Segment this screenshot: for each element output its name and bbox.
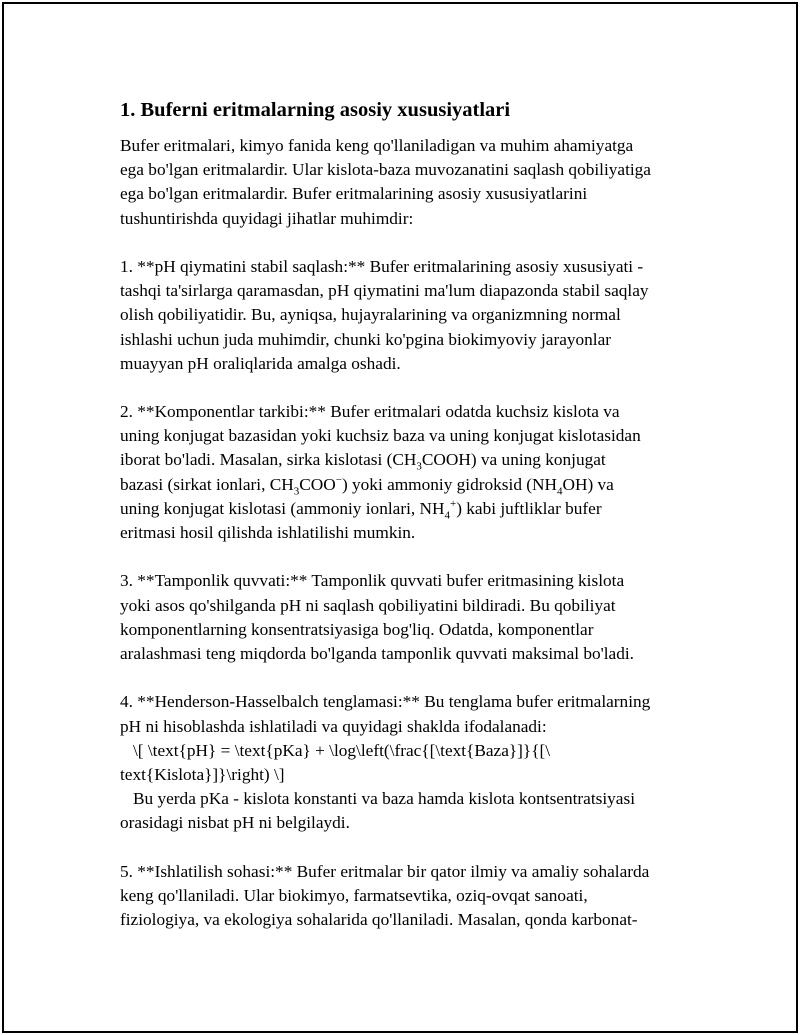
intro-line: tushuntirishda quyidagi jihatlar muhimdir: (120, 208, 414, 228)
text-run: uning konjugat kislotasi (ammoniy ionlari, NH (120, 498, 445, 518)
text-run: ) kabi juftliklar bufer (456, 498, 602, 518)
formula-line: \[ \text{pH} = \text{pKa} + \log\left(\frac{[\text{Baza}]}{[\ (133, 740, 551, 760)
point-4-line: pH ni hisoblashda ishlatiladi va quyidagi shaklda ifodalanadi: (120, 716, 547, 736)
paragraph-gap (120, 545, 690, 569)
point-1-line: muayyan pH oraliqlarida amalga oshadi. (120, 353, 401, 373)
subscript: 3 (293, 485, 300, 498)
point-2-line: uning konjugat bazasidan yoki kuchsiz baza va uning konjugat kislotasidan (120, 426, 641, 446)
subscript: 4 (557, 485, 563, 498)
point-1-line: tashqi ta'sirlarga qaramasdan, pH qiymatini ma'lum diapazonda stabil saqlay (120, 281, 649, 301)
text-run: COOH) va uning konjugat (421, 450, 606, 470)
paragraph-gap (120, 666, 690, 690)
point-4-line: Bu yerda pKa - kislota konstanti va baza hamda kislota kontsentratsiyasi (133, 789, 635, 809)
point-4-line: 4. **Henderson-Hasselbalch tenglamasi:** Bu tenglama bufer eritmalarning (120, 692, 651, 712)
text-run: iborat bo'ladi. Masalan, sirka kislotasi (CH (120, 450, 417, 470)
point-2-line (120, 448, 690, 472)
point-3-line: aralashmasi teng miqdorda bo'lganda tamponlik quvvati maksimal bo'ladi. (120, 643, 634, 663)
point-5-line: keng qo'llaniladi. Ular biokimyo, farmatsevtika, oziq-ovqat sanoati, (120, 885, 588, 905)
point-4-line: orasidagi nisbat pH ni belgilaydi. (120, 813, 350, 833)
document-content (120, 97, 690, 932)
superscript: − (335, 473, 342, 486)
point-3-line: 3. **Tamponlik quvvati:** Tamponlik quvvati bufer eritmasining kislota (120, 571, 625, 591)
document-page (2, 2, 798, 1033)
point-1-paragraph (120, 255, 690, 376)
point-5-line: 5. **Ishlatilish sohasi:** Bufer eritmalar bir qator ilmiy va amaliy sohalarda (120, 861, 650, 881)
paragraph-gap (120, 376, 690, 400)
point-3-paragraph (120, 569, 690, 666)
intro-line: ega bo'lgan eritmalardir. Bufer eritmalarining asosiy xususiyatlarini (120, 184, 588, 204)
paragraph-gap (120, 231, 690, 255)
point-2-line: eritmasi hosil qilishda ishlatilishi mumkin. (120, 523, 416, 542)
text-run: COO (299, 474, 336, 494)
point-1-line: olish qobiliyatidir. Bu, ayniqsa, hujayralarining va organizmning normal (120, 305, 621, 325)
text-run: bazasi (sirkat ionlari, CH (120, 474, 294, 494)
text-run: ) yoki ammoniy gidroksid (NH (341, 474, 557, 494)
subscript: 4 (444, 509, 450, 522)
intro-line: Bufer eritmalari, kimyo fanida keng qo'llaniladigan va muhim ahamiyatga (120, 136, 634, 155)
point-5-paragraph (120, 860, 690, 933)
subscript: 3 (416, 460, 422, 473)
point-1-line: ishlashi uchun juda muhimdir, chunki ko'pgina biokimyoviy jarayonlar (120, 329, 612, 349)
point-3-line: komponentlarning konsentratsiyasiga bog'liq. Odatda, komponentlar (120, 619, 594, 639)
formula-line: text{Kislota}]}\right) \] (120, 764, 285, 784)
superscript: + (449, 498, 457, 511)
point-4-paragraph (120, 690, 690, 835)
point-3-line: yoki asos qo'shilganda pH ni saqlash qobiliyatini bildiradi. Bu qobiliyat (120, 595, 616, 615)
intro-paragraph (120, 134, 690, 231)
intro-line: ega bo'lgan eritmalardir. Ular kislota-baza muvozanatini saqlash qobiliyatiga (120, 160, 651, 180)
point-5-line: fiziologiya, va ekologiya sohalarida qo'llaniladi. Masalan, qonda karbonat- (120, 910, 638, 929)
point-2-paragraph (120, 400, 690, 545)
point-1-line: 1. **pH qiymatini stabil saqlash:** Bufer eritmalarining asosiy xususiyati - (120, 256, 644, 276)
section-title: 1. Buferni eritmalarning asosiy xususiyatlari (120, 99, 511, 121)
point-2-line: 2. **Komponentlar tarkibi:** Bufer eritmalari odatda kuchsiz kislota va (120, 402, 620, 422)
text-run: OH) va (562, 474, 614, 494)
paragraph-gap (120, 835, 690, 859)
point-2-line (120, 473, 690, 497)
point-2-line (120, 497, 690, 521)
